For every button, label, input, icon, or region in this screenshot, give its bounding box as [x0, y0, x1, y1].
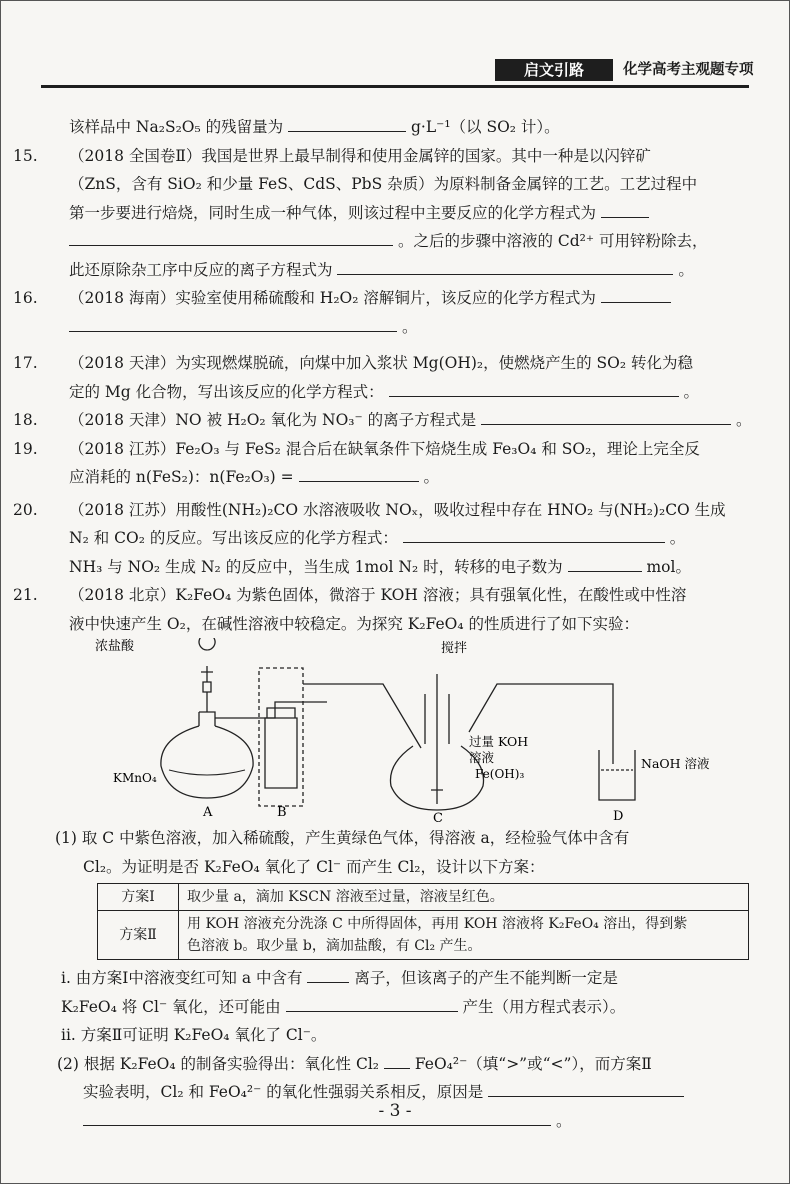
question-21: 21. （2018 北京）K₂FeO₄ 为紫色固体，微溶于 KOH 溶液；具有强氧化性，在酸性或中性溶: [13, 586, 687, 604]
brand-tag: 启文引路: [495, 59, 613, 81]
sub-ii: ii. 方案Ⅱ可证明 K₂FeO₄ 氧化了 Cl⁻。: [61, 1026, 327, 1044]
tube-a-b: [215, 702, 327, 718]
answer-blank[interactable]: [601, 201, 649, 218]
answer-blank[interactable]: [337, 258, 673, 275]
apparatus-svg: [69, 638, 733, 824]
label-conc-hcl: 浓盐酸: [95, 639, 135, 654]
answer-blank[interactable]: [286, 995, 458, 1012]
answer-blank[interactable]: [403, 526, 665, 543]
svg-text:溶液: 溶液: [469, 750, 495, 765]
answer-blank[interactable]: [69, 229, 393, 246]
part-2: (2) 根据 K₂FeO₄ 的制备实验得出：氧化性 Cl₂ FeO₄²⁻（填“>”或“<”），而方案Ⅱ: [57, 1050, 733, 1079]
question-17: 17. （2018 天津）为实现燃煤脱硫，向煤中加入浆状 Mg(OH)₂，使燃烧产生的 SO₂ 转化为稳: [13, 354, 694, 372]
label-excess-koh: 过量 KOH: [469, 734, 529, 749]
question-content: 该样品中 Na₂S₂O₅ 的残留量为 g·L⁻¹（以 SO₂ 计）。 15. （2018 全国卷Ⅱ）我国是世界上最早制得和使用金属锌的国家。其中一种是以闪锌矿 （ZnS，含有 SiO₂ 和少量 FeS、CdS、PbS 杂质）为原料制备金属锌的工艺。工艺过程中 第一步要进行焙烧，同时生成一种气体，则该过程中主要反应的化学方程式为 。之后的步骤中溶液的 Cd²⁺ 可用锌粉除去， 此还原除杂工序中反应的离子方程式为 。 16. （2018 海南）实验室使用稀硫酸和 H₂O₂ 溶解铜片，该反应的化学方程式为 。 17. （2018 天津）为实现燃煤脱硫，向煤中加入浆状 Mg(OH)₂，使燃烧产生的 SO₂ 转化为稳 定的 Mg 化合物，写出该反应的化学方程式： 。 18. （2018 天津）NO 被 H₂O₂ 氧化为 NO₃⁻ 的离子方程式是 。 19. （2018 江苏）Fe₂O₃ 与 FeS₂ 混合后在缺氧条件下焙烧生成 Fe₃O₄ 和 SO₂，理论上完全反 应消耗的 n(FeS₂)：n(Fe₂O₃) = 。 20. （2018 江苏）用酸性(NH₂)₂CO 水溶液吸收 NOₓ，吸收过程中存在 HNO₂ 与(NH₂)₂CO 生成 N₂ 和 CO₂ 的反应。写出该反应的化学方程式： 。 NH₃ 与 NO₂ 生成 N₂ 的反应中，当生成 1mol N₂ 时，转移的电子数为 mol。 21. （2018 北京）K₂FeO₄ 为紫色固体，微溶于 KOH 溶液；具有强氧化性，在酸性或中性溶 液中快速产生 O₂，在碱性溶液中较稳定。为探究 K₂FeO₄ 的性质进行了如下实验： 浓盐酸 KMnO₄ A B 搅拌 过量 KOH 溶液 Fe(OH)₃ C NaOH 溶液 D (1) 取 C 中紫色溶液，加入稀硫酸，产生黄绿色气体，得溶液 a，经检验气体中含有 Cl₂。为证明是否 K₂FeO₄ 氧化了 Cl⁻ 而产生 Cl₂，设计以下方案： 方案Ⅰ 取少量 a，滴加 KSCN 溶液至过量，溶液呈红色。 方案Ⅱ 用 KOH 溶液充分洗涤 C 中所得固体，再用 KOH 溶液将 K₂FeO₄ 溶出，得到紫 色溶液 b。取少量 b，滴加盐酸，有 Cl₂ 产生。 i. 由方案Ⅰ中溶液变红可知 a 中含有 离子，但该离子的产生不能判断一定是 K₂FeO₄ 将 Cl⁻ 氧化，还可能由 产生（用方程式表示）。 ii. 方案Ⅱ可证明 K₂FeO₄ 氧化了 Cl⁻。 (2) 根据 K₂FeO₄ 的制备实验得出：氧化性 Cl₂ FeO₄²⁻（填“>”或“<”），而方案Ⅱ 实验表明，Cl₂ 和 FeO₄²⁻ 的氧化性强弱关系相反，原因是 。: [69, 113, 733, 1135]
label-feoh3: Fe(OH)₃: [475, 767, 525, 781]
answer-blank[interactable]: [389, 380, 679, 397]
question-16: 16. （2018 海南）实验室使用稀硫酸和 H₂O₂ 溶解铜片，该反应的化学方程式为: [69, 284, 733, 313]
table-row: 方案Ⅰ 取少量 a，滴加 KSCN 溶液至过量，溶液呈红色。: [98, 884, 749, 911]
page-header: [41, 57, 754, 87]
svg-text:A: A: [203, 805, 213, 820]
answer-blank[interactable]: [307, 966, 349, 983]
answer-blank[interactable]: [488, 1080, 684, 1097]
funnel-shape: [199, 638, 215, 712]
part-1: (1) 取 C 中紫色溶液，加入稀硫酸，产生黄绿色气体，得溶液 a，经检验气体中含有: [55, 829, 630, 847]
answer-blank[interactable]: [69, 315, 397, 332]
answer-blank[interactable]: [288, 115, 406, 132]
answer-blank[interactable]: [568, 555, 642, 572]
label-stir: 搅拌: [441, 641, 468, 656]
svg-text:B: B: [277, 805, 287, 820]
table-row: 方案Ⅱ 用 KOH 溶液充分洗涤 C 中所得固体，再用 KOH 溶液将 K₂FeO₄ 溶出，得到紫 色溶液 b。取少量 b，滴加盐酸，有 Cl₂ 产生。: [98, 911, 749, 960]
beaker-d: [599, 750, 635, 800]
question-19: 19. （2018 江苏）Fe₂O₃ 与 FeS₂ 混合后在缺氧条件下焙烧生成 Fe₃O₄ 和 SO₂，理论上完全反: [13, 439, 700, 458]
question-18: 18. （2018 天津）NO 被 H₂O₂ 氧化为 NO₃⁻ 的离子方程式是 。: [69, 406, 733, 435]
bottle-b: [265, 708, 297, 788]
flask-a: [161, 726, 253, 798]
answer-blank[interactable]: [384, 1052, 410, 1069]
line-residual: 该样品中 Na₂S₂O₅ 的残留量为 g·L⁻¹（以 SO₂ 计）。: [69, 113, 733, 142]
question-15: 15. （2018 全国卷Ⅱ）我国是世界上最早制得和使用金属锌的国家。其中一种是以闪锌矿: [13, 146, 651, 165]
sub-i: i. 由方案Ⅰ中溶液变红可知 a 中含有 离子，但该离子的产生不能判断一定是: [61, 964, 733, 993]
plan-table: [97, 883, 749, 960]
answer-blank[interactable]: [481, 408, 731, 425]
apparatus-diagram: [69, 638, 733, 824]
answer-blank[interactable]: [299, 465, 419, 482]
svg-text:C: C: [433, 811, 443, 824]
svg-text:D: D: [613, 809, 624, 824]
label-naoh: NaOH 溶液: [641, 756, 710, 771]
header-title: 化学高考主观题专项: [623, 62, 754, 78]
header-rule: [41, 85, 749, 88]
answer-blank[interactable]: [601, 286, 671, 303]
label-kmno4: KMnO₄: [113, 771, 157, 785]
page-number: - 3 -: [378, 1101, 412, 1121]
stirrer: [431, 674, 443, 804]
question-20: 20. （2018 江苏）用酸性(NH₂)₂CO 水溶液吸收 NOₓ，吸收过程中存在 HNO₂ 与(NH₂)₂CO 生成: [13, 500, 726, 519]
